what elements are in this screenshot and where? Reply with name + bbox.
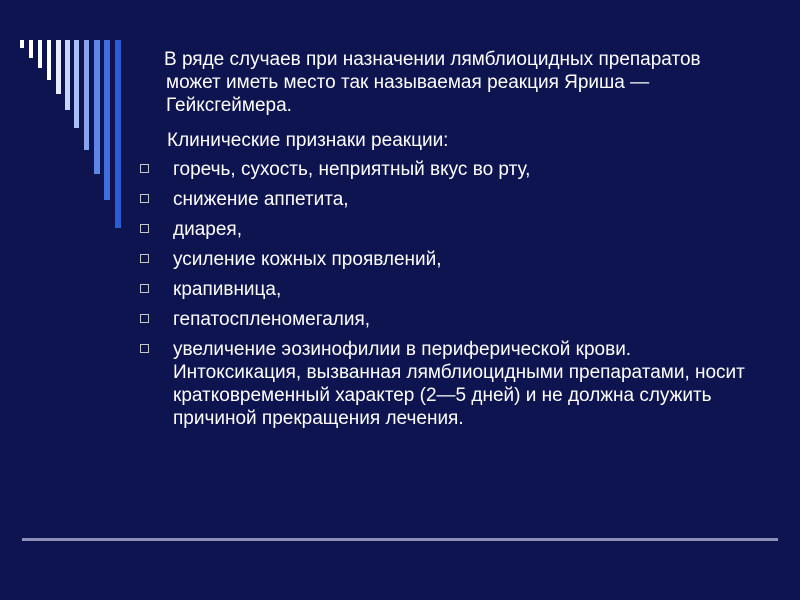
intro-paragraph: В ряде случаев при назначении лямблиоцидных препаратов может иметь место так называемая реакция Яриша — Гейксгеймера. [164, 49, 701, 116]
square-bullet-icon [140, 344, 149, 353]
stripe [104, 40, 110, 200]
stripe [47, 40, 51, 80]
stripe [84, 40, 89, 150]
square-bullet-icon [140, 254, 149, 263]
list-item [140, 158, 760, 181]
stripe [115, 40, 121, 228]
square-bullet-icon [140, 164, 149, 173]
intro-heading: Клинические признаки реакции: [167, 130, 449, 151]
list-item-text: горечь, сухость, неприятный вкус во рту, [173, 159, 531, 180]
list-item-text: крапивница, [173, 279, 282, 300]
stripe [74, 40, 79, 128]
list-item [140, 308, 760, 331]
stripe [38, 40, 42, 68]
list-item-text: увеличение эозинофилии в периферической крови. Интоксикация, вызванная лямблиоцидными препаратами, носит кратковременный характер (2—5 дней) и не должна служить причиной прекращения лечения. [173, 339, 745, 429]
stripe [56, 40, 61, 94]
slide-content [140, 48, 760, 437]
stripe [65, 40, 70, 110]
square-bullet-icon [140, 314, 149, 323]
list-item [140, 188, 760, 211]
list-item [140, 218, 760, 241]
list-item-text: усиление кожных проявлений, [173, 249, 442, 270]
list-item-text: гепатоспленомегалия, [173, 309, 371, 330]
list-item [140, 278, 760, 301]
list-item [140, 338, 760, 430]
stripe [20, 40, 24, 48]
decorative-stripes [0, 0, 140, 240]
stripe [94, 40, 100, 174]
square-bullet-icon [140, 194, 149, 203]
square-bullet-icon [140, 224, 149, 233]
square-bullet-icon [140, 284, 149, 293]
list-item [140, 248, 760, 271]
stripe [29, 40, 33, 58]
bottom-divider [22, 538, 778, 541]
symptom-list [140, 158, 760, 430]
list-item-text: снижение аппетита, [173, 189, 349, 210]
list-item-text: диарея, [173, 219, 242, 240]
